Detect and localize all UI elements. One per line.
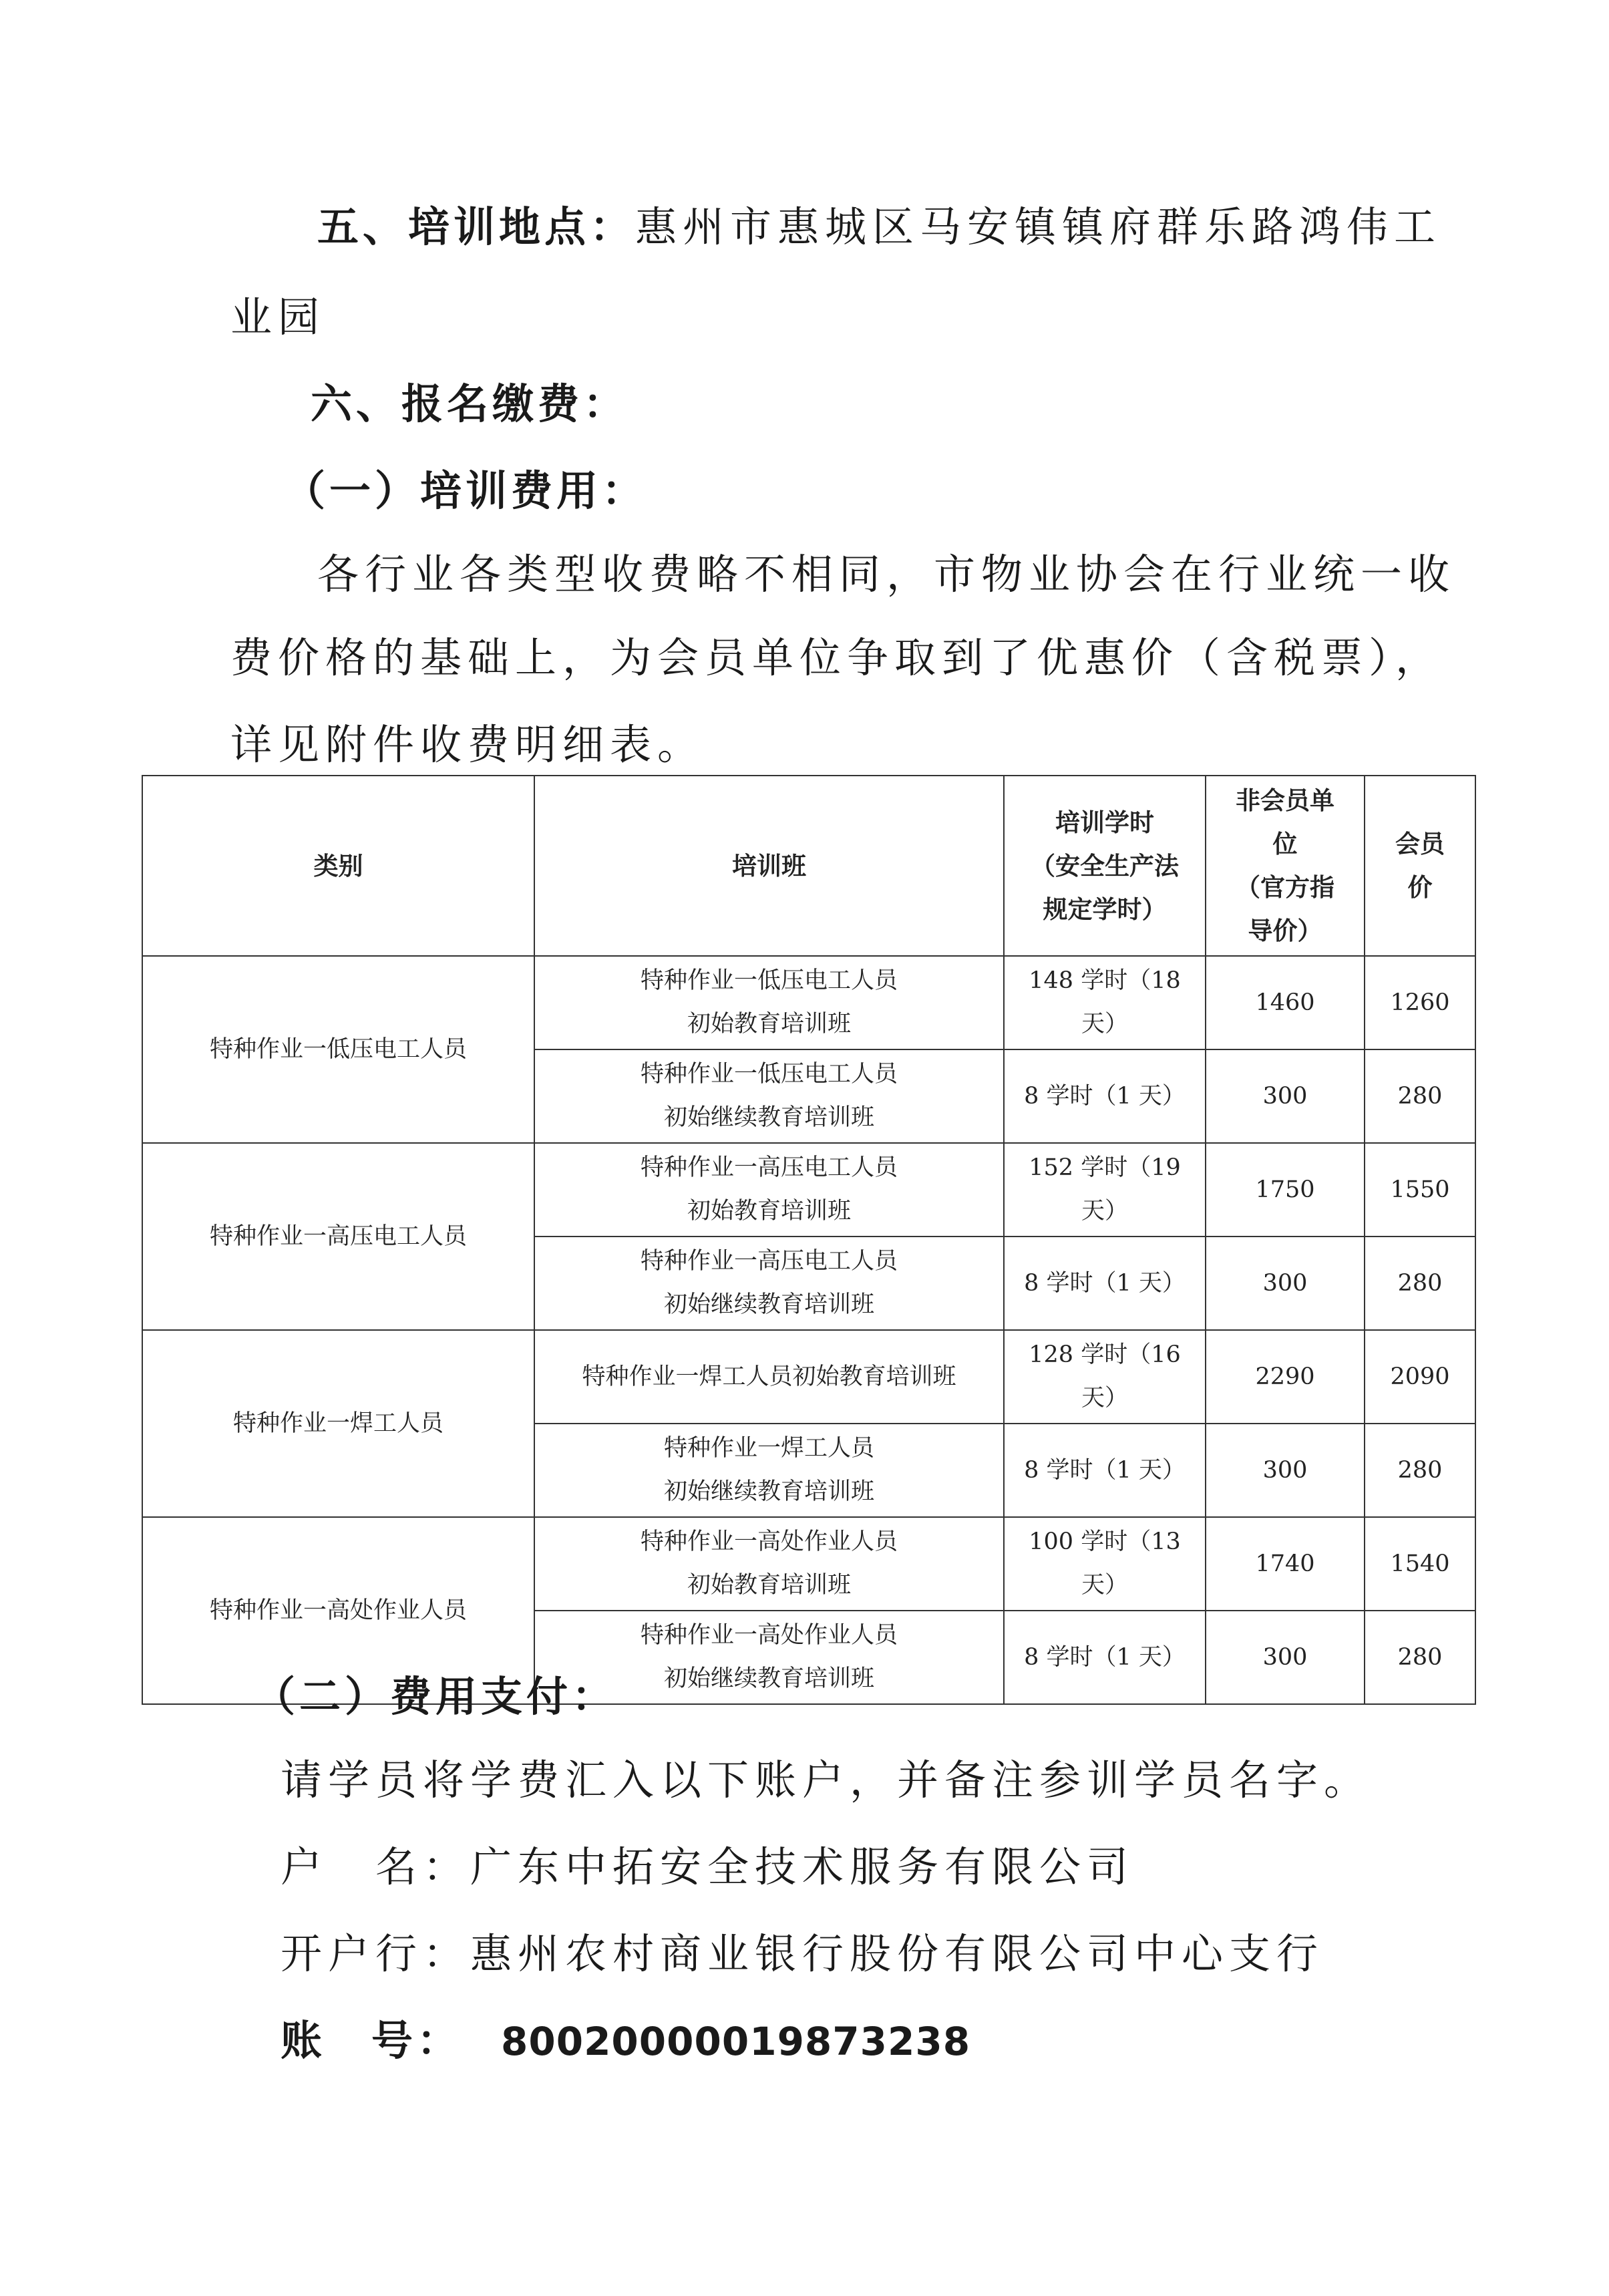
hours-cell: 152 学时（19 天）: [1004, 1143, 1206, 1237]
member-price-cell: 280: [1365, 1424, 1475, 1517]
category-cell: 特种作业一焊工人员: [142, 1330, 534, 1517]
fees-para-2: 费价格的基础上，为会员单位争取到了优惠价（含税票），: [230, 633, 1443, 682]
course-line1: 特种作业一低压电工人员: [640, 967, 898, 994]
nonmember-price-cell: 300: [1206, 1424, 1365, 1517]
course-line2: 初始继续教育培训班: [663, 1291, 874, 1318]
course-line1: 特种作业一焊工人员初始教育培训班: [582, 1363, 956, 1390]
header-nonmember-l1: 非会员单: [1236, 786, 1334, 815]
course-line1: 特种作业一高处作业人员: [640, 1528, 898, 1555]
course-line1: 特种作业一焊工人员: [663, 1435, 874, 1462]
course-cell: [534, 1237, 1004, 1330]
bank-label: 开户行：: [281, 1929, 471, 1978]
nonmember-price-cell: 300: [1206, 1611, 1365, 1704]
nonmember-price-cell: 1740: [1206, 1517, 1365, 1611]
category-cell: 特种作业一高处作业人员: [142, 1517, 534, 1704]
course-line2: 初始教育培训班: [687, 1198, 851, 1224]
header-member-price: [1365, 776, 1475, 956]
training-location: 惠州市惠城区马安镇镇府群乐路鸿伟工: [635, 202, 1442, 251]
hours-cell: 8 学时（1 天）: [1004, 1424, 1206, 1517]
header-hours-l1: 培训学时: [1055, 808, 1154, 837]
header-nonmember-price: [1206, 776, 1365, 956]
course-line2: 初始继续教育培训班: [663, 1104, 874, 1131]
fees-para-3: 详见附件收费明细表。: [230, 720, 705, 769]
section5-line: [317, 194, 1441, 253]
course-line1: 特种作业一高处作业人员: [640, 1622, 898, 1649]
header-hours-l2: （安全生产法: [1031, 851, 1179, 880]
course-line1: 特种作业一高压电工人员: [640, 1248, 898, 1275]
nonmember-price-cell: 2290: [1206, 1330, 1365, 1424]
account-name-line: [281, 1834, 1134, 1893]
member-price-cell: 280: [1365, 1611, 1475, 1704]
header-hours: [1004, 776, 1206, 956]
header-nonmember-l4: 导价）: [1248, 917, 1322, 945]
training-location-cont: 业园: [230, 293, 326, 341]
fees-title: （一）培训费用：: [284, 466, 648, 515]
nonmember-price-cell: 1750: [1206, 1143, 1365, 1237]
header-nonmember-l2: 位: [1272, 830, 1298, 858]
hours-cell: 148 学时（18 天）: [1004, 956, 1206, 1049]
fee-table: [142, 775, 1476, 1705]
bank-line: [281, 1921, 1324, 1980]
account-number-line: [281, 2007, 970, 2067]
account-name-label: 户 名：: [281, 1842, 471, 1891]
member-price-cell: 280: [1365, 1049, 1475, 1143]
course-cell: [534, 1049, 1004, 1143]
hours-cell: 128 学时（16 天）: [1004, 1330, 1206, 1424]
nonmember-price-cell: 1460: [1206, 956, 1365, 1049]
hours-cell: 8 学时（1 天）: [1004, 1049, 1206, 1143]
course-line1: 特种作业一高压电工人员: [640, 1154, 898, 1181]
category-cell: 特种作业一高压电工人员: [142, 1143, 534, 1330]
course-line2: 初始教育培训班: [687, 1011, 851, 1037]
member-price-cell: 280: [1365, 1237, 1475, 1330]
course-line1: 特种作业一低压电工人员: [640, 1061, 898, 1088]
fees-para-1: 各行业各类型收费略不相同，市物业协会在行业统一收: [317, 550, 1456, 599]
header-course: 培训班: [534, 776, 1004, 956]
header-hours-l3: 规定学时）: [1043, 894, 1167, 924]
account-name: 广东中拓安全技术服务有限公司: [470, 1842, 1135, 1891]
header-member-l2: 价: [1407, 873, 1433, 902]
hours-cell: 8 学时（1 天）: [1004, 1611, 1206, 1704]
table-row: [142, 956, 1475, 1049]
course-cell: [534, 1143, 1004, 1237]
bank-name: 惠州农村商业银行股份有限公司中心支行: [470, 1929, 1324, 1978]
table-row: [142, 1330, 1475, 1424]
header-member-l1: 会员: [1395, 830, 1445, 858]
course-line2: 初始教育培训班: [687, 1572, 851, 1599]
course-line2: 初始继续教育培训班: [663, 1665, 874, 1692]
hours-cell: 100 学时（13 天）: [1004, 1517, 1206, 1611]
header-category: 类别: [142, 776, 534, 956]
nonmember-price-cell: 300: [1206, 1237, 1365, 1330]
payment-title: （二）费用支付：: [254, 1672, 618, 1721]
course-cell: [534, 1424, 1004, 1517]
member-price-cell: 1540: [1365, 1517, 1475, 1611]
section6-title: 六、报名缴费：: [311, 379, 629, 428]
payment-instruction: 请学员将学费汇入以下账户，并备注参训学员名字。: [281, 1756, 1372, 1804]
course-cell: [534, 1330, 1004, 1424]
account-number: 80020000019873238: [501, 2019, 971, 2064]
section5-title: 五、培训地点：: [317, 202, 636, 251]
member-price-cell: 1550: [1365, 1143, 1475, 1237]
table-header-row: [142, 776, 1475, 956]
member-price-cell: 2090: [1365, 1330, 1475, 1424]
nonmember-price-cell: 300: [1206, 1049, 1365, 1143]
member-price-cell: 1260: [1365, 956, 1475, 1049]
category-cell: 特种作业一低压电工人员: [142, 956, 534, 1143]
account-number-label: 账 号：: [281, 2016, 463, 2065]
table-row: [142, 1517, 1475, 1611]
course-line2: 初始继续教育培训班: [663, 1478, 874, 1505]
header-nonmember-l3: （官方指: [1236, 873, 1334, 902]
course-cell: [534, 1517, 1004, 1611]
course-cell: [534, 956, 1004, 1049]
hours-cell: 8 学时（1 天）: [1004, 1237, 1206, 1330]
table-row: [142, 1143, 1475, 1237]
